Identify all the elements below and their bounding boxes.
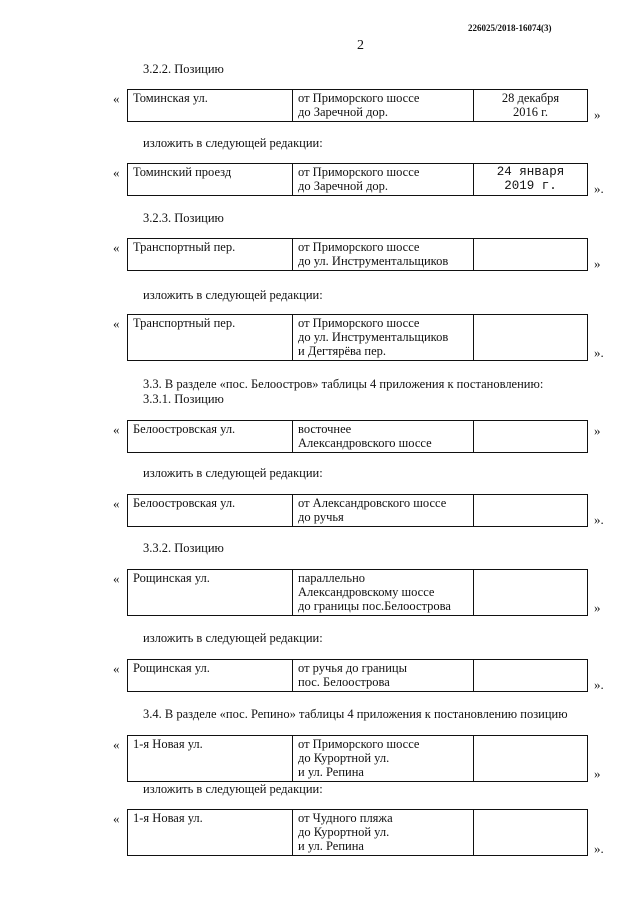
date-cell (474, 570, 588, 616)
open-quote: « (113, 316, 120, 331)
open-quote: « (113, 661, 120, 676)
table-row-new (127, 314, 588, 361)
open-quote: « (113, 496, 120, 511)
open-quote: « (113, 571, 120, 586)
street-cell: Белоостровская ул. (128, 421, 293, 453)
close-quote: ». (594, 841, 604, 856)
edit-instruction: изложить в следующей редакции: (143, 466, 323, 480)
close-quote: » (594, 256, 601, 271)
close-quote: ». (594, 345, 604, 360)
street-cell: Транспортный пер. (128, 239, 293, 271)
clause-heading: 3.2.2. Позицию (143, 62, 224, 76)
street-cell: Томинский проезд (128, 164, 293, 196)
description-cell: от Приморского шоссе до ул. Инструментальщиков и Дегтярёва пер. (293, 315, 474, 361)
close-quote: » (594, 766, 601, 781)
table-row-old (127, 735, 588, 782)
date-cell: 24 января 2019 г. (474, 164, 588, 196)
section-heading: 3.3. В разделе «пос. Белоостров» таблицы 4 приложения к постановлению: (143, 377, 544, 391)
open-quote: « (113, 811, 120, 826)
description-cell: от Чудного пляжа до Курортной ул. и ул. Репина (293, 810, 474, 856)
date-cell (474, 495, 588, 527)
street-cell: Белоостровская ул. (128, 495, 293, 527)
open-quote: « (113, 240, 120, 255)
open-quote: « (113, 422, 120, 437)
date-cell (474, 315, 588, 361)
close-quote: ». (594, 512, 604, 527)
clause-heading: 3.3.1. Позицию (143, 392, 224, 406)
document-number: 226025/2018-16074(3) (468, 23, 552, 33)
date-cell (474, 239, 588, 271)
description-cell: параллельно Александровскому шоссе до границы пос.Белоострова (293, 570, 474, 616)
table-row-new (127, 809, 588, 856)
edit-instruction: изложить в следующей редакции: (143, 288, 323, 302)
date-cell: 28 декабря 2016 г. (474, 90, 588, 122)
close-quote: ». (594, 677, 604, 692)
description-cell: от Приморского шоссе до Заречной дор. (293, 90, 474, 122)
edit-instruction: изложить в следующей редакции: (143, 782, 323, 796)
table-row-new (127, 163, 588, 196)
table-row-new (127, 659, 588, 692)
street-cell: Рощинская ул. (128, 570, 293, 616)
open-quote: « (113, 91, 120, 106)
table-row-old (127, 238, 588, 271)
close-quote: » (594, 600, 601, 615)
close-quote: ». (594, 181, 604, 196)
date-cell (474, 810, 588, 856)
close-quote: » (594, 423, 601, 438)
street-cell: 1-я Новая ул. (128, 810, 293, 856)
street-cell: 1-я Новая ул. (128, 736, 293, 782)
edit-instruction: изложить в следующей редакции: (143, 136, 323, 150)
clause-heading: 3.2.3. Позицию (143, 211, 224, 225)
date-cell (474, 736, 588, 782)
table-row-old (127, 89, 588, 122)
open-quote: « (113, 165, 120, 180)
street-cell: Транспортный пер. (128, 315, 293, 361)
edit-instruction: изложить в следующей редакции: (143, 631, 323, 645)
table-row-old (127, 569, 588, 616)
description-cell: восточнее Александровского шоссе (293, 421, 474, 453)
table-row-new (127, 494, 588, 527)
close-quote: » (594, 107, 601, 122)
street-cell: Томинская ул. (128, 90, 293, 122)
date-cell (474, 421, 588, 453)
description-cell: от ручья до границы пос. Белоострова (293, 660, 474, 692)
street-cell: Рощинская ул. (128, 660, 293, 692)
description-cell: от Александровского шоссе до ручья (293, 495, 474, 527)
clause-heading: 3.3.2. Позицию (143, 541, 224, 555)
page-number: 2 (357, 38, 364, 53)
date-cell (474, 660, 588, 692)
section-heading: 3.4. В разделе «пос. Репино» таблицы 4 приложения к постановлению позицию (143, 707, 568, 721)
table-row-old (127, 420, 588, 453)
description-cell: от Приморского шоссе до Курортной ул. и ул. Репина (293, 736, 474, 782)
open-quote: « (113, 737, 120, 752)
description-cell: от Приморского шоссе до Заречной дор. (293, 164, 474, 196)
description-cell: от Приморского шоссе до ул. Инструментальщиков (293, 239, 474, 271)
